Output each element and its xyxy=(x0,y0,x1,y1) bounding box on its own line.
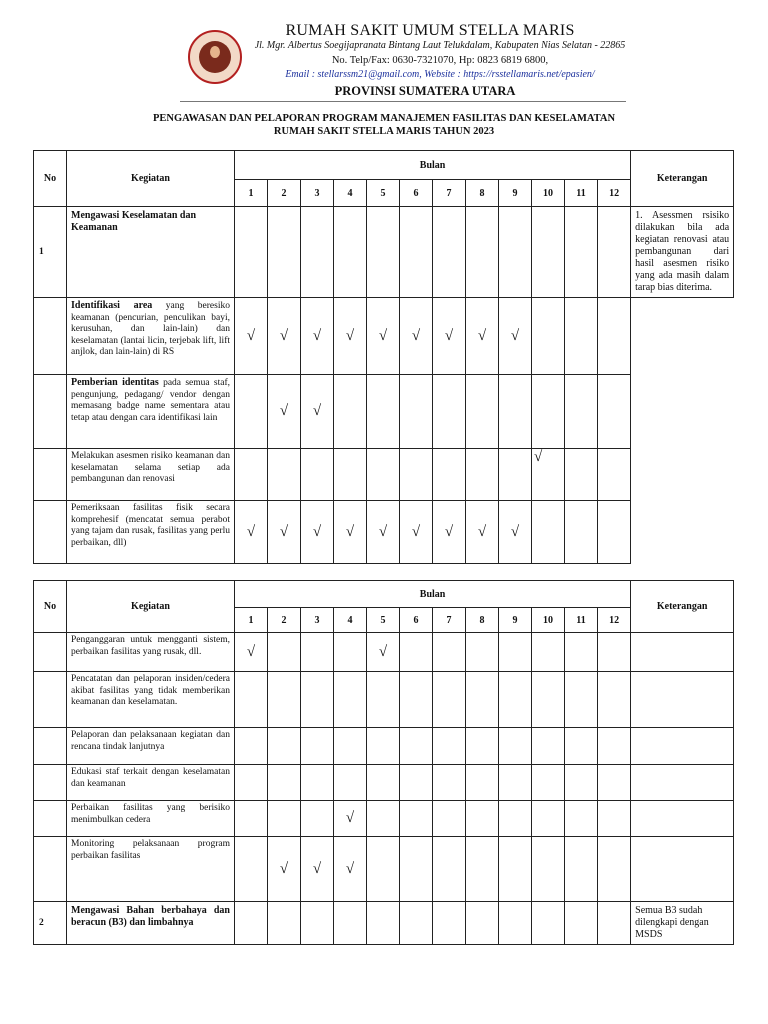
month-cell-10 xyxy=(532,449,565,501)
month-cell-2 xyxy=(268,501,301,564)
check-mark-icon: √ xyxy=(345,327,355,344)
check-mark-icon: √ xyxy=(279,860,289,877)
activity-text: Pelaporan dan pelaksanaan kegiatan dan rencana tindak lanjutnya xyxy=(67,728,235,765)
check-mark-icon: √ xyxy=(477,523,487,540)
activity-text: Edukasi staf terkait dengan keselamatan dan keamanan xyxy=(67,765,235,801)
month-cell-11 xyxy=(565,672,598,728)
month-header-11: 11 xyxy=(565,180,598,207)
month-cell-8 xyxy=(466,765,499,801)
month-header-9: 9 xyxy=(499,180,532,207)
section-label: Mengawasi Bahan berbahaya dan beracun (B3) dan limbahnya xyxy=(67,902,235,945)
month-header-5: 5 xyxy=(367,180,400,207)
month-header-8: 8 xyxy=(466,180,499,207)
month-cell-10 xyxy=(532,672,565,728)
month-header-11: 11 xyxy=(565,608,598,633)
activity-text xyxy=(67,298,235,375)
month-cell-3 xyxy=(301,375,334,449)
month-cell-10 xyxy=(532,902,565,945)
activity-lead: Identifikasi area xyxy=(71,300,153,311)
month-cell-1 xyxy=(235,902,268,945)
month-header-12: 12 xyxy=(598,608,631,633)
month-cell-4 xyxy=(334,375,367,449)
activity-lead: Pemberian identitas xyxy=(71,377,159,388)
month-cell-10 xyxy=(532,501,565,564)
month-cell-9 xyxy=(499,501,532,564)
month-cell-12 xyxy=(598,449,631,501)
month-cell-11 xyxy=(565,801,598,837)
month-cell-10 xyxy=(532,728,565,765)
month-cell-12 xyxy=(598,298,631,375)
month-cell-7 xyxy=(433,672,466,728)
month-cell-2 xyxy=(268,837,301,902)
month-cell-4 xyxy=(334,801,367,837)
month-cell-8 xyxy=(466,902,499,945)
header-bulan: Bulan xyxy=(235,581,631,608)
month-cell-2 xyxy=(268,765,301,801)
activity-text xyxy=(67,375,235,449)
section-label: Mengawasi Keselamatan dan Keamanan xyxy=(67,207,235,298)
row-number xyxy=(34,672,67,728)
month-cell-9 xyxy=(499,902,532,945)
activity-body: Melakukan asesmen risiko keamanan dan keselamatan selama setiap ada pembangunan dan renovasi xyxy=(71,451,230,484)
month-cell-3 xyxy=(301,449,334,501)
month-cell-7 xyxy=(433,633,466,672)
month-cell-1 xyxy=(235,298,268,375)
month-cell-3 xyxy=(301,501,334,564)
month-cell-5 xyxy=(367,375,400,449)
month-cell-7 xyxy=(433,801,466,837)
month-header-1: 1 xyxy=(235,608,268,633)
activity-text: Pencatatan dan pelaporan insiden/cedera akibat fasilitas yang tidak memberikan keamanan dan keselamatan. xyxy=(67,672,235,728)
check-mark-icon: √ xyxy=(444,327,454,344)
check-mark-icon: √ xyxy=(378,327,388,344)
month-cell-8 xyxy=(466,298,499,375)
check-mark-icon: √ xyxy=(279,403,289,419)
check-mark-icon: √ xyxy=(378,643,388,660)
month-cell-3 xyxy=(301,902,334,945)
check-mark-icon: √ xyxy=(345,810,355,826)
month-cell-9 xyxy=(499,672,532,728)
month-cell-6 xyxy=(400,207,433,298)
month-cell-3 xyxy=(301,765,334,801)
activity-body: pada semua staf, pengunjung, pedagang/ vendor dengan memasang badge name sementara atau tetap atau dengan cara identifikasi lain xyxy=(71,378,230,423)
hospital-seal-logo xyxy=(188,30,242,84)
table-row xyxy=(34,449,734,501)
month-cell-7 xyxy=(433,728,466,765)
check-mark-icon: √ xyxy=(345,523,355,540)
month-cell-5 xyxy=(367,207,400,298)
activity-text: Monitoring pelaksanaan program perbaikan fasilitas xyxy=(67,837,235,902)
month-cell-12 xyxy=(598,801,631,837)
month-cell-11 xyxy=(565,501,598,564)
month-cell-3 xyxy=(301,728,334,765)
check-mark-icon: √ xyxy=(312,403,322,419)
month-cell-7 xyxy=(433,207,466,298)
check-mark-icon: √ xyxy=(345,860,355,877)
check-mark-icon: √ xyxy=(510,327,520,344)
table-row xyxy=(34,298,734,375)
header-kegiatan: Kegiatan xyxy=(67,581,235,633)
month-cell-2 xyxy=(268,672,301,728)
row-number xyxy=(34,449,67,501)
check-mark-icon: √ xyxy=(444,523,454,540)
table-row xyxy=(34,728,734,765)
month-cell-6 xyxy=(400,837,433,902)
month-cell-10 xyxy=(532,765,565,801)
month-header-8: 8 xyxy=(466,608,499,633)
letterhead-divider xyxy=(180,101,626,102)
month-cell-6 xyxy=(400,801,433,837)
month-header-4: 4 xyxy=(334,608,367,633)
note-cell xyxy=(631,633,734,672)
month-cell-3 xyxy=(301,837,334,902)
month-cell-7 xyxy=(433,902,466,945)
month-cell-4 xyxy=(334,633,367,672)
month-cell-12 xyxy=(598,837,631,902)
note-cell xyxy=(631,801,734,837)
table-row xyxy=(34,501,734,564)
month-cell-6 xyxy=(400,501,433,564)
check-mark-icon: √ xyxy=(246,327,256,344)
month-cell-12 xyxy=(598,672,631,728)
month-cell-10 xyxy=(532,837,565,902)
month-cell-4 xyxy=(334,765,367,801)
month-cell-8 xyxy=(466,672,499,728)
check-mark-icon: √ xyxy=(534,449,543,465)
month-cell-11 xyxy=(565,298,598,375)
check-mark-icon: √ xyxy=(411,327,421,344)
row-number xyxy=(34,728,67,765)
check-mark-icon: √ xyxy=(246,523,256,540)
month-cell-12 xyxy=(598,501,631,564)
month-cell-9 xyxy=(499,449,532,501)
month-cell-4 xyxy=(334,501,367,564)
activity-text xyxy=(67,501,235,564)
month-cell-12 xyxy=(598,375,631,449)
row-number xyxy=(34,765,67,801)
month-cell-3 xyxy=(301,207,334,298)
month-cell-4 xyxy=(334,298,367,375)
note-cell xyxy=(631,837,734,902)
month-cell-11 xyxy=(565,728,598,765)
activity-text: Penganggaran untuk mengganti sistem, perbaikan fasilitas yang rusak, dll. xyxy=(67,633,235,672)
month-cell-7 xyxy=(433,837,466,902)
month-cell-2 xyxy=(268,449,301,501)
month-cell-2 xyxy=(268,207,301,298)
month-header-3: 3 xyxy=(301,608,334,633)
month-cell-6 xyxy=(400,633,433,672)
month-cell-5 xyxy=(367,633,400,672)
month-cell-10 xyxy=(532,298,565,375)
month-cell-12 xyxy=(598,633,631,672)
hospital-address: Jl. Mgr. Albertus Soegijapranata Bintang Laut Telukdalam, Kabupaten Nias Selatan - 22865 xyxy=(254,40,626,51)
month-cell-1 xyxy=(235,207,268,298)
month-cell-9 xyxy=(499,633,532,672)
note-cell xyxy=(631,728,734,765)
month-cell-5 xyxy=(367,501,400,564)
check-mark-icon: √ xyxy=(246,643,256,660)
month-cell-11 xyxy=(565,765,598,801)
month-cell-5 xyxy=(367,672,400,728)
month-cell-9 xyxy=(499,837,532,902)
month-cell-7 xyxy=(433,501,466,564)
row-number xyxy=(34,501,67,564)
header-no: No xyxy=(34,581,67,633)
activity-text: Perbaikan fasilitas yang berisiko menimbulkan cedera xyxy=(67,801,235,837)
month-cell-1 xyxy=(235,375,268,449)
month-cell-1 xyxy=(235,672,268,728)
table-row xyxy=(34,672,734,728)
month-cell-11 xyxy=(565,633,598,672)
month-cell-12 xyxy=(598,207,631,298)
activity-body: yang beresiko keamanan (pencurian, penculikan bayi, kerusuhan, dan lain-lain) dan keselamatan (lantai licin, terjebak lift, lift anjlok, dan lain-lain) di RS xyxy=(71,301,230,357)
month-cell-8 xyxy=(466,449,499,501)
month-cell-1 xyxy=(235,765,268,801)
month-cell-6 xyxy=(400,728,433,765)
month-cell-8 xyxy=(466,207,499,298)
month-cell-10 xyxy=(532,375,565,449)
month-cell-8 xyxy=(466,728,499,765)
document-title-line-2: RUMAH SAKIT STELLA MARIS TAHUN 2023 xyxy=(273,126,495,137)
month-cell-2 xyxy=(268,801,301,837)
schedule-table-2 xyxy=(33,580,734,945)
header-keterangan: Keterangan xyxy=(631,151,734,207)
month-cell-7 xyxy=(433,765,466,801)
month-cell-11 xyxy=(565,837,598,902)
month-header-7: 7 xyxy=(433,180,466,207)
month-cell-8 xyxy=(466,837,499,902)
month-cell-6 xyxy=(400,902,433,945)
month-cell-8 xyxy=(466,501,499,564)
month-cell-4 xyxy=(334,837,367,902)
month-cell-1 xyxy=(235,837,268,902)
month-cell-5 xyxy=(367,902,400,945)
month-cell-8 xyxy=(466,801,499,837)
month-cell-9 xyxy=(499,728,532,765)
month-cell-3 xyxy=(301,298,334,375)
note-cell xyxy=(631,672,734,728)
month-cell-5 xyxy=(367,728,400,765)
month-cell-6 xyxy=(400,765,433,801)
month-cell-2 xyxy=(268,633,301,672)
month-cell-7 xyxy=(433,298,466,375)
month-cell-7 xyxy=(433,449,466,501)
month-cell-9 xyxy=(499,765,532,801)
check-mark-icon: √ xyxy=(477,327,487,344)
hospital-email-website: Email : stellarssm21@gmail.com, Website : https://rsstellamaris.net/epasien/ xyxy=(285,69,595,80)
note-cell xyxy=(631,765,734,801)
hospital-phone: No. Telp/Fax: 0630-7321070, Hp: 0823 6819 6800, xyxy=(331,55,549,66)
month-cell-9 xyxy=(499,375,532,449)
row-number xyxy=(34,375,67,449)
row-number: 2 xyxy=(34,902,67,945)
month-header-12: 12 xyxy=(598,180,631,207)
month-cell-1 xyxy=(235,801,268,837)
letterhead xyxy=(0,0,768,110)
month-cell-5 xyxy=(367,765,400,801)
month-header-2: 2 xyxy=(268,608,301,633)
row-number: 1 xyxy=(34,207,67,298)
month-cell-5 xyxy=(367,449,400,501)
month-cell-8 xyxy=(466,375,499,449)
month-cell-11 xyxy=(565,207,598,298)
table-row xyxy=(34,837,734,902)
month-cell-1 xyxy=(235,633,268,672)
month-cell-5 xyxy=(367,801,400,837)
row-number xyxy=(34,801,67,837)
month-header-6: 6 xyxy=(400,608,433,633)
month-cell-11 xyxy=(565,449,598,501)
month-header-5: 5 xyxy=(367,608,400,633)
month-cell-3 xyxy=(301,633,334,672)
month-cell-2 xyxy=(268,902,301,945)
header-no: No xyxy=(34,151,67,207)
check-mark-icon: √ xyxy=(312,523,322,540)
month-header-10: 10 xyxy=(532,608,565,633)
month-cell-9 xyxy=(499,207,532,298)
month-header-7: 7 xyxy=(433,608,466,633)
table-row xyxy=(34,902,734,945)
month-cell-11 xyxy=(565,902,598,945)
month-cell-4 xyxy=(334,207,367,298)
activity-text xyxy=(67,449,235,501)
row-number xyxy=(34,298,67,375)
header-keterangan: Keterangan xyxy=(631,581,734,633)
month-cell-12 xyxy=(598,728,631,765)
document-title-line-1: PENGAWASAN DAN PELAPORAN PROGRAM MANAJEMEN FASILITAS DAN KESELAMATAN xyxy=(152,113,616,124)
month-cell-10 xyxy=(532,801,565,837)
month-header-10: 10 xyxy=(532,180,565,207)
month-cell-10 xyxy=(532,207,565,298)
month-cell-5 xyxy=(367,298,400,375)
month-header-1: 1 xyxy=(235,180,268,207)
month-cell-9 xyxy=(499,298,532,375)
check-mark-icon: √ xyxy=(510,523,520,540)
activity-body: Pemeriksaan fasilitas fisik secara komprehesif (mencatat semua perabot yang tajam dan rusak, fasilitas yang perlu perbaikan, dll) xyxy=(71,503,230,548)
row-number xyxy=(34,633,67,672)
month-cell-2 xyxy=(268,375,301,449)
month-cell-3 xyxy=(301,801,334,837)
month-cell-11 xyxy=(565,375,598,449)
month-header-4: 4 xyxy=(334,180,367,207)
check-mark-icon: √ xyxy=(312,327,322,344)
table-row xyxy=(34,765,734,801)
month-header-9: 9 xyxy=(499,608,532,633)
check-mark-icon: √ xyxy=(411,523,421,540)
month-cell-1 xyxy=(235,449,268,501)
month-cell-4 xyxy=(334,902,367,945)
month-cell-10 xyxy=(532,633,565,672)
month-header-3: 3 xyxy=(301,180,334,207)
month-cell-1 xyxy=(235,728,268,765)
month-cell-7 xyxy=(433,375,466,449)
check-mark-icon: √ xyxy=(279,523,289,540)
month-cell-8 xyxy=(466,633,499,672)
month-cell-6 xyxy=(400,298,433,375)
month-cell-2 xyxy=(268,298,301,375)
table-row xyxy=(34,633,734,672)
check-mark-icon: √ xyxy=(312,860,322,877)
month-cell-6 xyxy=(400,672,433,728)
month-cell-2 xyxy=(268,728,301,765)
table-row xyxy=(34,801,734,837)
check-mark-icon: √ xyxy=(279,327,289,344)
row-number xyxy=(34,837,67,902)
header-kegiatan: Kegiatan xyxy=(67,151,235,207)
hospital-name: RUMAH SAKIT UMUM STELLA MARIS xyxy=(285,22,575,39)
note-keterangan: Semua B3 sudah dilengkapi dengan MSDS xyxy=(631,902,734,945)
month-cell-4 xyxy=(334,672,367,728)
header-bulan: Bulan xyxy=(235,151,631,180)
month-cell-9 xyxy=(499,801,532,837)
month-cell-6 xyxy=(400,375,433,449)
note-keterangan: 1. Asessmen rsisiko dilakukan bila ada kegiatan renovasi atau pembangunan dari hasil asesmen risiko yang ada masih dalam tarap bias diterima. xyxy=(631,207,734,298)
month-cell-1 xyxy=(235,501,268,564)
month-cell-12 xyxy=(598,765,631,801)
month-cell-4 xyxy=(334,728,367,765)
check-mark-icon: √ xyxy=(378,523,388,540)
month-header-6: 6 xyxy=(400,180,433,207)
month-header-2: 2 xyxy=(268,180,301,207)
schedule-table-1 xyxy=(33,150,734,564)
province-name: PROVINSI SUMATERA UTARA xyxy=(334,84,516,98)
table-row xyxy=(34,375,734,449)
month-cell-5 xyxy=(367,837,400,902)
month-cell-3 xyxy=(301,672,334,728)
month-cell-12 xyxy=(598,902,631,945)
month-cell-6 xyxy=(400,449,433,501)
month-cell-4 xyxy=(334,449,367,501)
